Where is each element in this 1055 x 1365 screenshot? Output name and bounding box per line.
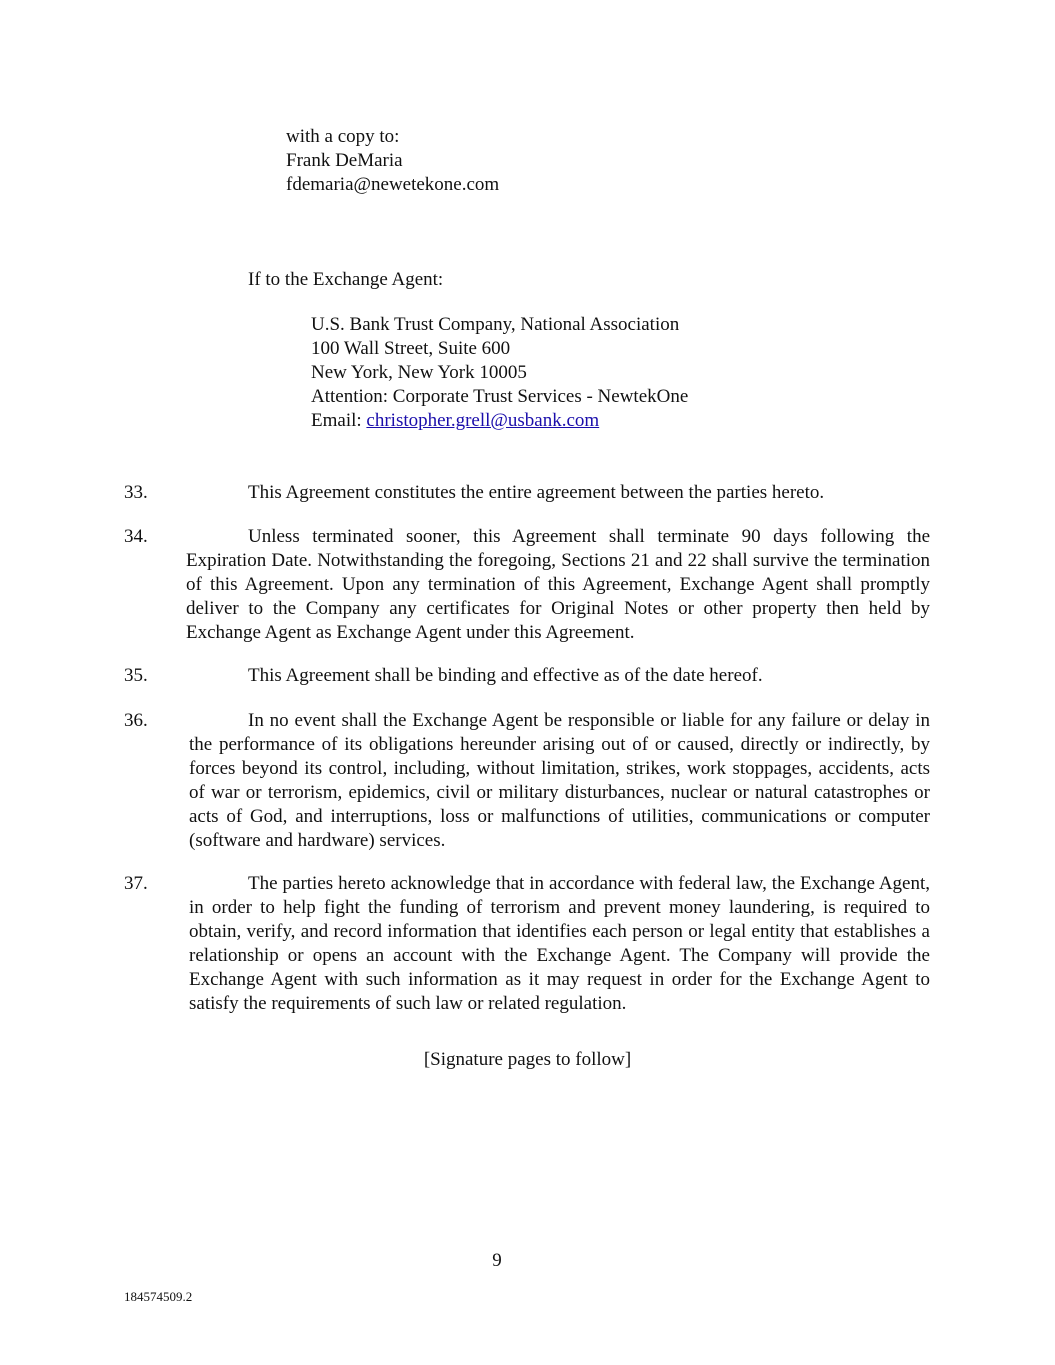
section-text-34: Unless terminated sooner, this Agreement shall terminate 90 days following the Expiration Date. Notwithstanding the foregoing, Sections 21 and 22 shall survive the termination of this Agreement. Upon any termination of this Agreement, Exchange Agent shall promptly deliver to the Company any certificates for Original Notes or other property then held by Exchange Agent as Exchange Agent under this Agreement. <box>186 526 930 643</box>
exchange-agent-company: U.S. Bank Trust Company, National Association <box>311 314 680 335</box>
exchange-agent-email-link[interactable]: christopher.grell@usbank.com <box>366 410 600 431</box>
exchange-agent-attention: Attention: Corporate Trust Services - NewtekOne <box>311 386 689 407</box>
section-text-36: In no event shall the Exchange Agent be responsible or liable for any failure or delay in the performance of its obligations hereunder arising out of or caused, directly or indirectly, by forces beyond its control, including, without limitation, strikes, work stoppages, accidents, acts of war or terrorism, epidemics, civil or military disturbances, nuclear or natural catastrophes or acts of God, and interruptions, loss or malfunctions of utilities, communications or computer (software and hardware) services. <box>189 710 930 851</box>
email-label: Email: <box>311 410 367 431</box>
document-id: 184574509.2 <box>124 1289 193 1304</box>
exchange-agent-intro: If to the Exchange Agent: <box>248 269 444 290</box>
copy-to-name: Frank DeMaria <box>286 150 403 171</box>
exchange-agent-street: 100 Wall Street, Suite 600 <box>311 338 511 359</box>
section-text-37: The parties hereto acknowledge that in accordance with federal law, the Exchange Agent, in order to help fight the funding of terrorism and prevent money laundering, is required to obtain, verify, and record information that identifies each person or legal entity that establishes a relationship or opens an account with the Exchange Agent. The Company will provide the Exchange Agent with such information as it may request in order for the Exchange Agent to satisfy the requirements of such law or related regulation. <box>189 873 930 1014</box>
copy-to-heading: with a copy to: <box>286 126 400 147</box>
exchange-agent-city: New York, New York 10005 <box>311 362 527 383</box>
section-number-35: 35. <box>124 665 148 686</box>
section-number-36: 36. <box>124 710 148 731</box>
section-text-35: This Agreement shall be binding and effective as of the date hereof. <box>248 665 763 686</box>
signature-note: [Signature pages to follow] <box>423 1049 632 1070</box>
exchange-agent-email-line <box>311 409 599 433</box>
section-number-33: 33. <box>124 482 148 503</box>
copy-to-email: fdemaria@newetekone.com <box>286 174 500 195</box>
section-text-33: This Agreement constitutes the entire agreement between the parties hereto. <box>248 482 825 503</box>
section-number-37: 37. <box>124 873 148 894</box>
page-number: 9 <box>492 1250 502 1271</box>
section-number-34: 34. <box>124 526 148 547</box>
